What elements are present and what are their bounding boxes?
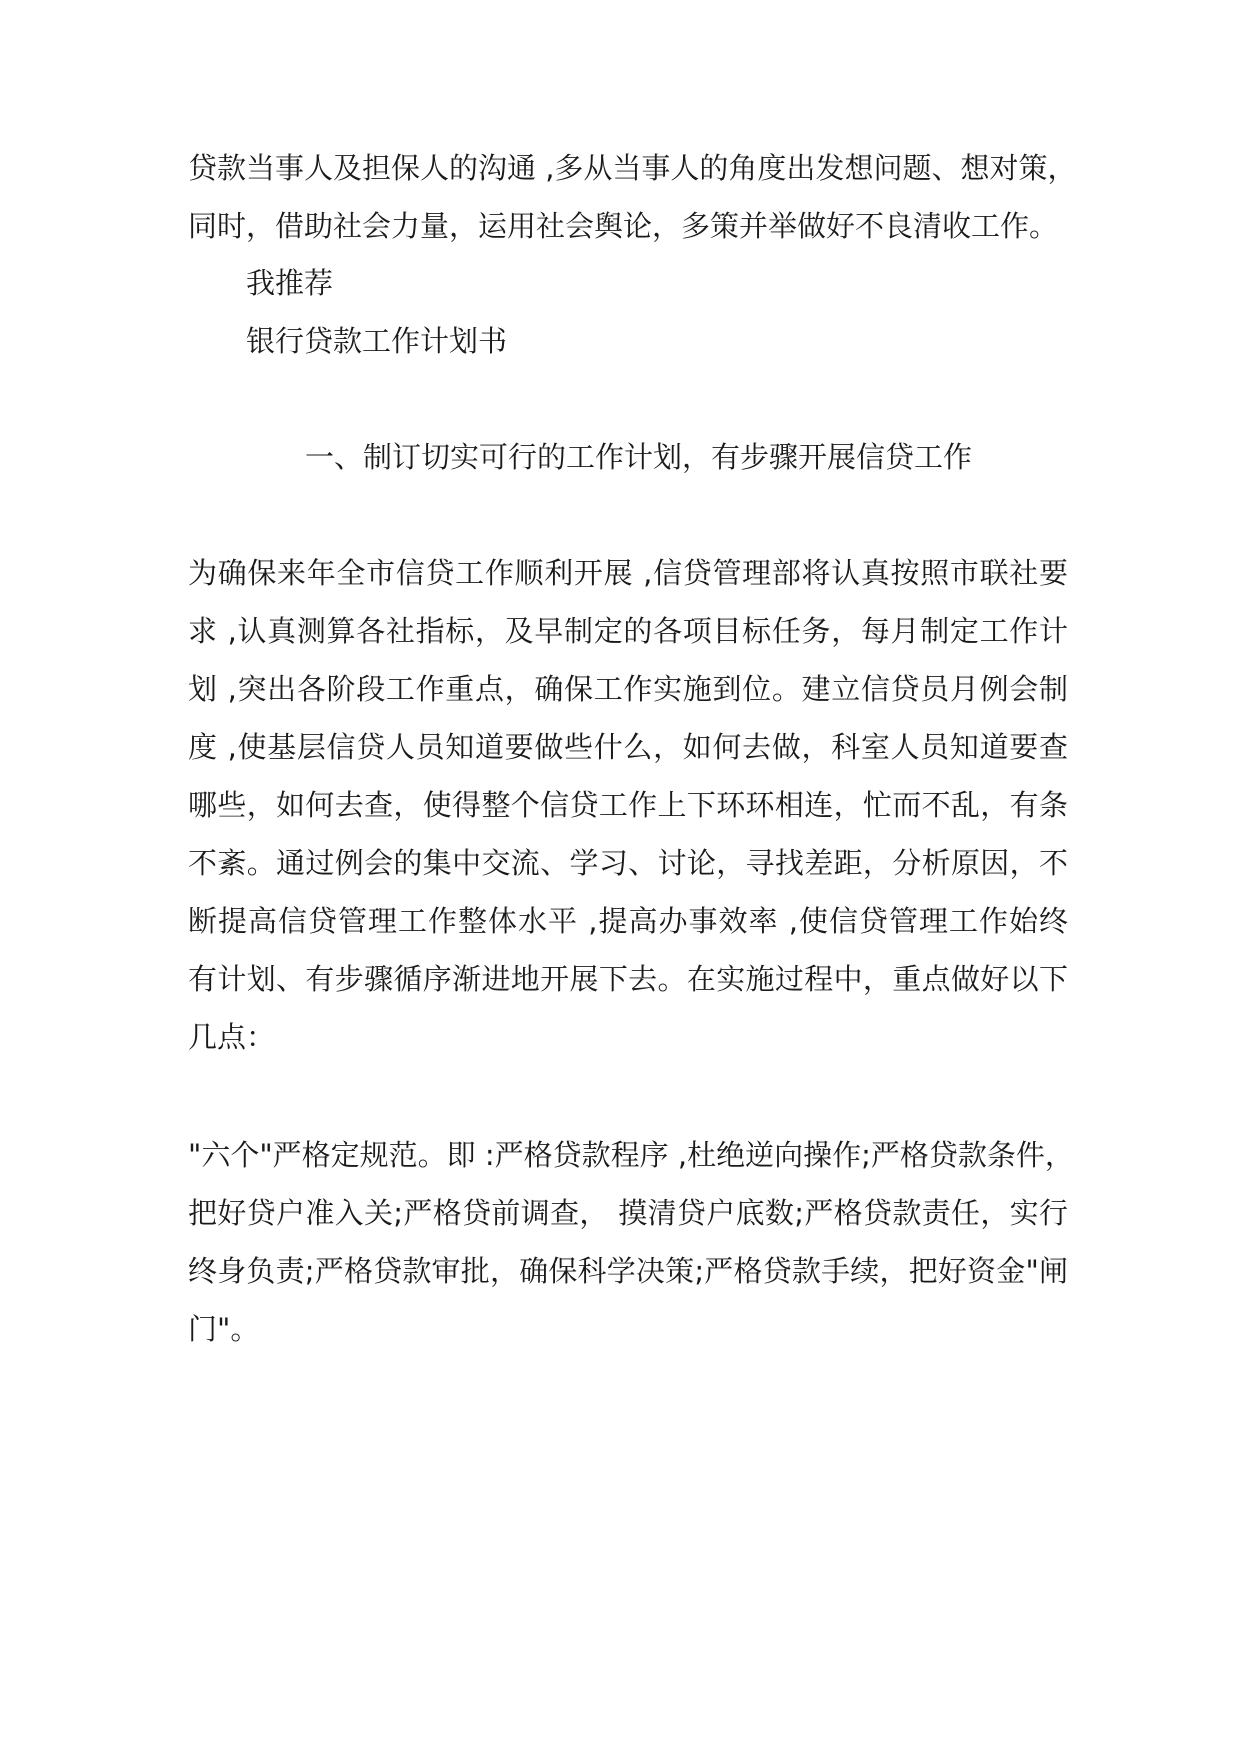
paragraph1-line-8: 有计划、有步骤循序渐进地开展下去。在实施过程中，重点做好以下 (188, 962, 1068, 996)
paragraph2-line-1: "六个"严格定规范。即 :严格贷款程序 ,杜绝逆向操作;严格贷款条件， (188, 1138, 1074, 1172)
document-title: 银行贷款工作计划书 (246, 324, 508, 358)
paragraph1-line-7: 断提高信贷管理工作整体水平 ,提高办事效率 ,使信贷管理工作始终 (188, 904, 1068, 938)
paragraph1-line-9: 几点： (188, 1020, 276, 1054)
section-heading: 一、制订切实可行的工作计划，有步骤开展信贷工作 (305, 440, 973, 474)
paragraph1-line-1: 为确保来年全市信贷工作顺利开展 ,信贷管理部将认真按照市联社要 (188, 556, 1068, 590)
intro-line-1: 贷款当事人及担保人的沟通 ,多从当事人的角度出发想问题、想对策， (188, 151, 1077, 185)
paragraph1-line-6: 不紊。通过例会的集中交流、学习、讨论，寻找差距，分析原因，不 (188, 846, 1068, 880)
recommend-label: 我推荐 (246, 266, 334, 300)
paragraph2-line-2: 把好贷户准入关;严格贷前调查， 摸清贷户底数;严格贷款责任，实行 (188, 1196, 1068, 1230)
paragraph1-line-3: 划 ,突出各阶段工作重点，确保工作实施到位。建立信贷员月例会制 (188, 672, 1068, 706)
paragraph1-line-5: 哪些，如何去查，使得整个信贷工作上下环环相连，忙而不乱，有条 (188, 788, 1068, 822)
paragraph1-line-4: 度 ,使基层信贷人员知道要做些什么，如何去做，科室人员知道要查 (188, 730, 1068, 764)
paragraph2-line-3: 终身负责;严格贷款审批，确保科学决策;严格贷款手续，把好资金"闸 (188, 1254, 1068, 1288)
intro-line-2: 同时，借助社会力量，运用社会舆论，多策并举做好不良清收工作。 (188, 209, 1059, 243)
paragraph2-line-4: 门"。 (188, 1312, 260, 1346)
paragraph1-line-2: 求 ,认真测算各社指标，及早制定的各项目标任务，每月制定工作计 (188, 614, 1068, 648)
